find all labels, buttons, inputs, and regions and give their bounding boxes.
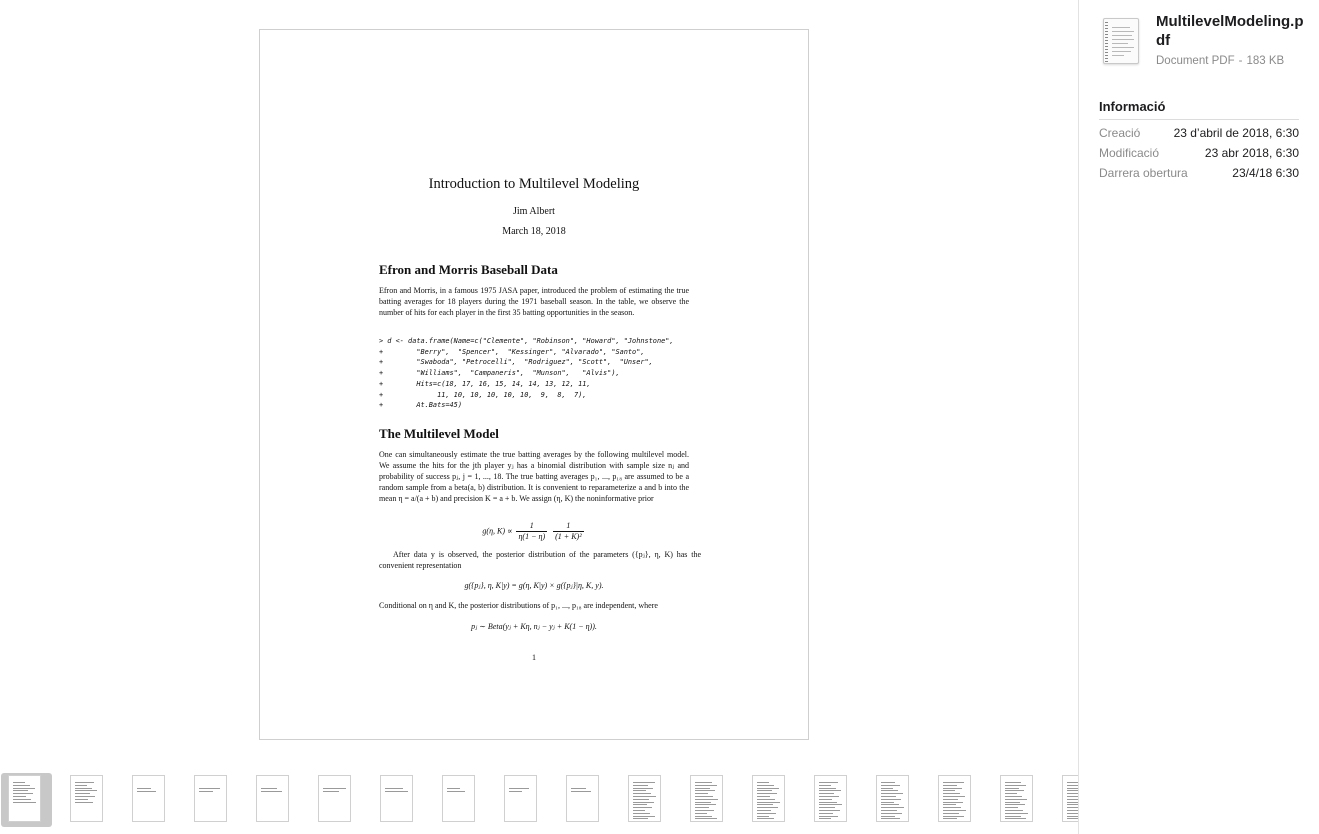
fraction bbox=[516, 521, 547, 542]
info-row-created bbox=[1099, 126, 1299, 146]
code-line: + At.Bats=45) bbox=[379, 401, 462, 410]
code-line: + 11, 10, 10, 10, 10, 10, 9, 8, 7), bbox=[379, 390, 587, 399]
page-thumbnail[interactable] bbox=[752, 775, 785, 822]
posterior-paragraph: After data y is observed, the posterior distribution of the parameters ({pⱼ}, η, K) has the convenient representation bbox=[379, 550, 701, 570]
page-thumbnail[interactable] bbox=[1000, 775, 1033, 822]
page-thumbnail[interactable] bbox=[318, 775, 351, 822]
document-date: March 18, 2018 bbox=[502, 226, 566, 237]
page-thumbnail-strip[interactable] bbox=[0, 770, 1078, 834]
code-line: + "Williams", "Campaneris", "Munson", "Alvis"), bbox=[379, 369, 620, 378]
code-line: > d <- data.frame(Name=c("Clemente", "Robinson", "Howard", "Johnstone", bbox=[379, 337, 674, 345]
file-meta bbox=[1156, 55, 1284, 67]
fraction-numerator: 1 bbox=[516, 521, 547, 532]
section-paragraph: One can simultaneously estimate the true batting averages by the following multilevel model. We assume the hits for the jth player yⱼ has a binomial distribution with sample size nⱼ and probability of success pⱼ, j = 1, ..., 18. The true batting averages p₁, ..., p₁₈ are assumed to be a random sample from a beta(a, b) distribution. It is convenient to reparameterize a and b into the mean η = a/(a + b) and precision K = a + b. We assign (η, K) the noninformative prior bbox=[379, 450, 689, 503]
posterior-equation: g({pⱼ}, η, K|y) = g(η, K|y) × g({pⱼ}|η, K, y). bbox=[464, 581, 604, 590]
info-label: Creació bbox=[1099, 126, 1141, 140]
info-label: Modificació bbox=[1099, 146, 1160, 160]
page-thumbnail[interactable] bbox=[380, 775, 413, 822]
beta-equation: pⱼ ∼ Beta(yⱼ + Kη, nⱼ − yⱼ + K(1 − η)). bbox=[471, 622, 597, 631]
page-thumbnail[interactable] bbox=[628, 775, 661, 822]
pdf-page[interactable] bbox=[259, 29, 809, 740]
code-line: + "Berry", "Spencer", "Kessinger", "Alvarado", "Santo", bbox=[379, 347, 645, 356]
info-label: Darrera obertura bbox=[1099, 166, 1188, 180]
page-thumbnail[interactable] bbox=[8, 775, 41, 822]
pdf-document-icon bbox=[1103, 18, 1139, 64]
file-inspector-panel bbox=[1078, 0, 1319, 834]
info-row-last-opened bbox=[1099, 166, 1299, 186]
info-value: 23 d’abril de 2018, 6:30 bbox=[1173, 126, 1299, 140]
info-value: 23/4/18 6:30 bbox=[1232, 166, 1299, 180]
page-thumbnail[interactable] bbox=[690, 775, 723, 822]
fraction-denominator: η(1 − η) bbox=[518, 532, 546, 541]
file-size: 183 KB bbox=[1246, 55, 1285, 67]
page-thumbnail[interactable] bbox=[1062, 775, 1078, 822]
conditional-paragraph: Conditional on η and K, the posterior distributions of p₁, ..., p₁₈ are independent, where bbox=[379, 601, 658, 610]
fraction-denominator: (1 + K)² bbox=[555, 532, 582, 541]
fraction-numerator: 1 bbox=[553, 521, 583, 532]
page-thumbnail[interactable] bbox=[938, 775, 971, 822]
page-thumbnail[interactable] bbox=[504, 775, 537, 822]
page-thumbnail[interactable] bbox=[566, 775, 599, 822]
page-thumbnail[interactable] bbox=[814, 775, 847, 822]
code-line: + Hits=c(18, 17, 16, 15, 14, 14, 13, 12, 11, bbox=[379, 379, 591, 388]
section-paragraph: Efron and Morris, in a famous 1975 JASA paper, introduced the problem of estimating the true batting averages for 18 players during the 1971 baseball season. In the table, we observe the number of hits for each player in the first 35 batting opportunities in the season. bbox=[379, 286, 689, 317]
page-thumbnail[interactable] bbox=[256, 775, 289, 822]
section-heading: The Multilevel Model bbox=[379, 426, 499, 441]
info-value: 23 abr 2018, 6:30 bbox=[1204, 146, 1299, 160]
code-line: + "Swaboda", "Petrocelli", "Rodriguez", "Scott", "Unser", bbox=[379, 358, 653, 367]
file-type: Document PDF bbox=[1156, 55, 1235, 67]
info-row-modified bbox=[1099, 146, 1299, 166]
document-title: Introduction to Multilevel Modeling bbox=[428, 176, 640, 192]
info-section-header: Informació bbox=[1099, 99, 1166, 114]
document-author: Jim Albert bbox=[513, 206, 555, 217]
page-number: 1 bbox=[532, 653, 536, 662]
page-thumbnail[interactable] bbox=[70, 775, 103, 822]
page-thumbnail[interactable] bbox=[132, 775, 165, 822]
file-name: MultilevelModeling.pdf bbox=[1156, 13, 1304, 49]
prior-lhs: g(η, K) ∝ bbox=[482, 526, 513, 536]
divider bbox=[1099, 119, 1299, 120]
meta-separator: - bbox=[1238, 55, 1243, 67]
section-heading: Efron and Morris Baseball Data bbox=[379, 262, 558, 277]
page-thumbnail[interactable] bbox=[876, 775, 909, 822]
page-thumbnail[interactable] bbox=[442, 775, 475, 822]
page-thumbnail[interactable] bbox=[194, 775, 227, 822]
prior-equation bbox=[260, 521, 808, 542]
fraction bbox=[553, 521, 583, 542]
